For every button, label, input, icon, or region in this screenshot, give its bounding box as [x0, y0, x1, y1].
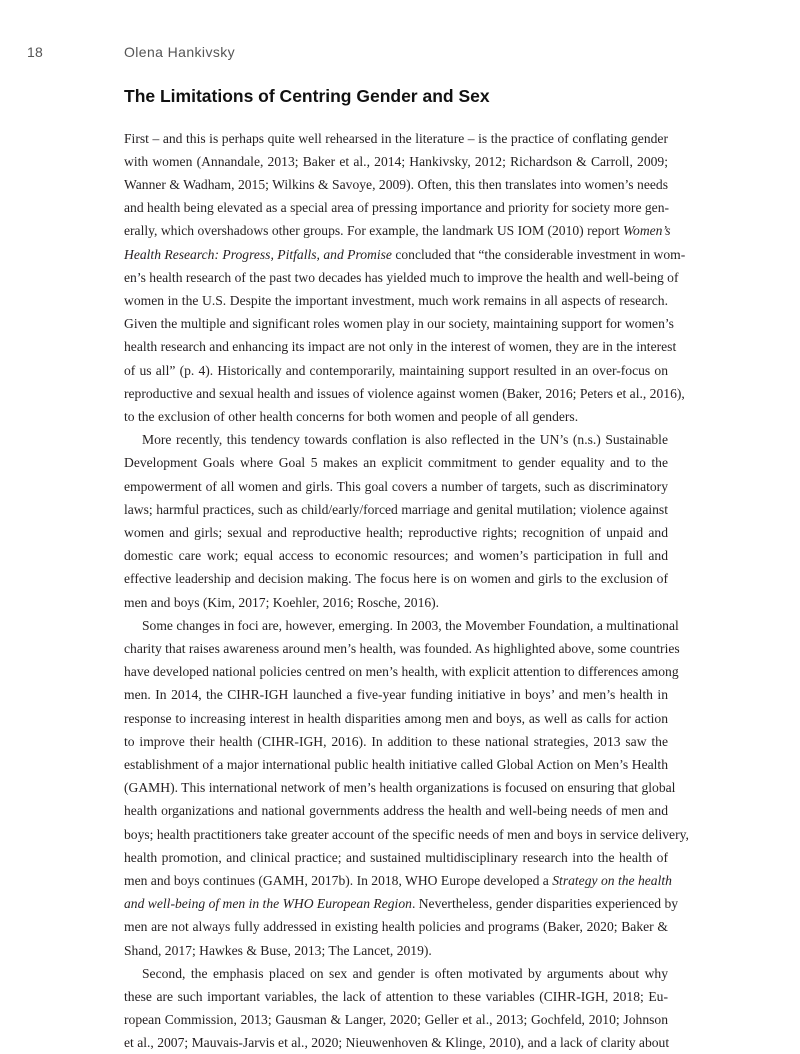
italic-title: Health Research: Progress, Pitfalls, and Promise: [124, 246, 392, 262]
body-line: and health being elevated as a special area of pressing importance and priority for society more gen-: [124, 200, 670, 216]
text-run: erally, which overshadows other groups. For example, the landmark US IOM (2010) report: [124, 223, 623, 239]
body-line: health promotion, and clinical practice; and sustained multidisciplinary research into the health of: [124, 849, 668, 865]
body-line: boys; health practitioners take greater account of the specific needs of men and boys in service delivery,: [124, 826, 689, 842]
italic-title: Women’s: [622, 223, 671, 239]
italic-title: and well-being of men in the WHO European Region: [124, 896, 412, 912]
body-line: women in the U.S. Despite the important investment, much work remains in all aspects of research.: [124, 292, 668, 308]
body-line: men are not always fully addressed in existing health policies and programs (Baker, 2020; Baker &: [124, 919, 668, 935]
body-line: effective leadership and decision making. The focus here is on women and girls to the exclusion of: [124, 571, 668, 587]
body-line: domestic care work; equal access to economic resources; and women’s participation in full and: [124, 548, 668, 564]
body-line: [124, 869, 672, 892]
body-line: of us all” (p. 4). Historically and contemporarily, maintaining support resulted in an over-focus on: [124, 362, 668, 378]
body-line: have developed national policies centred on men’s health, with explicit attention to differences among: [124, 664, 679, 680]
body-line: with women (Annandale, 2013; Baker et al., 2014; Hankivsky, 2012; Richardson & Carroll, 2009;: [124, 153, 668, 169]
running-head: Olena Hankivsky: [124, 44, 236, 60]
body-line: to improve their health (CIHR-IGH, 2016). In addition to these national strategies, 2013 saw the: [124, 733, 668, 749]
body-line: et al., 2007; Mauvais-Jarvis et al., 2020; Nieuwenhoven & Klinge, 2010), and a lack of clarity about: [124, 1035, 670, 1051]
section-title: The Limitations of Centring Gender and Sex: [124, 86, 490, 106]
body-line: Given the multiple and significant roles women play in our society, maintaining support for women’s: [124, 316, 674, 332]
body-line: Wanner & Wadham, 2015; Wilkins & Savoye, 2009). Often, this then translates into women’s needs: [124, 176, 668, 192]
page-number: 18: [27, 44, 43, 60]
italic-title: Strategy on the health: [552, 872, 672, 888]
body-line: (GAMH). This international network of men’s health organizations is focused on ensuring that global: [124, 780, 676, 796]
body-line: First – and this is perhaps quite well rehearsed in the literature – is the practice of conflating gender: [124, 130, 668, 146]
body-line: Development Goals where Goal 5 makes an explicit commitment to gender equality and to the: [124, 455, 668, 471]
body-line: [124, 219, 671, 242]
body-line: response to increasing interest in health disparities among men and boys, as well as calls for action: [124, 710, 668, 726]
body-line: Some changes in foci are, however, emerging. In 2003, the Movember Foundation, a multinational: [142, 617, 679, 633]
body-line: health research and enhancing its impact are not only in the interest of women, they are in the interest: [124, 339, 677, 355]
body-line: men. In 2014, the CIHR-IGH launched a five-year funding initiative in boys’ and men’s health in: [124, 687, 668, 703]
body-line: reproductive and sexual health and issues of violence against women (Baker, 2016; Peters et al., 2016),: [124, 385, 685, 401]
body-line: [124, 243, 686, 266]
body-line: to the exclusion of other health concerns for both women and people of all genders.: [124, 408, 579, 424]
body-line: health organizations and national governments address the health and well-being needs of men and: [124, 803, 668, 819]
body-line: laws; harmful practices, such as child/early/forced marriage and genital mutilation; violence against: [124, 501, 668, 517]
body-line: these are such important variables, the lack of attention to these variables (CIHR-IGH, 2018; Eu-: [124, 988, 668, 1004]
body-line: More recently, this tendency towards conflation is also reflected in the UN’s (n.s.) Sustainable: [142, 432, 668, 448]
text-run: concluded that “the considerable investment in wom-: [391, 246, 686, 262]
body-line: en’s health research of the past two decades has yielded much to improve the health and well-being of: [124, 269, 679, 285]
body-line: establishment of a major international public health initiative called Global Action on Men’s Health: [124, 756, 668, 772]
body-line: Second, the emphasis placed on sex and gender is often motivated by arguments about why: [142, 965, 668, 981]
body-line: charity that raises awareness around men’s health, was founded. As highlighted above, some countries: [124, 640, 680, 656]
body-line: Shand, 2017; Hawkes & Buse, 2013; The Lancet, 2019).: [124, 942, 432, 958]
text-run: men and boys continues (GAMH, 2017b). In 2018, WHO Europe developed a: [124, 872, 553, 888]
body-line: empowerment of all women and girls. This goal covers a number of targets, such as discriminatory: [124, 478, 668, 494]
text-run: . Nevertheless, gender disparities experienced by: [411, 896, 679, 912]
body-line: [124, 892, 679, 915]
body-line: men and boys (Kim, 2017; Koehler, 2016; Rosche, 2016).: [124, 594, 440, 610]
body-line: ropean Commission, 2013; Gausman & Langer, 2020; Geller et al., 2013; Gochfeld, 2010; Johnson: [124, 1012, 668, 1028]
body-line: women and girls; sexual and reproductive health; reproductive rights; recognition of unpaid and: [124, 524, 668, 540]
